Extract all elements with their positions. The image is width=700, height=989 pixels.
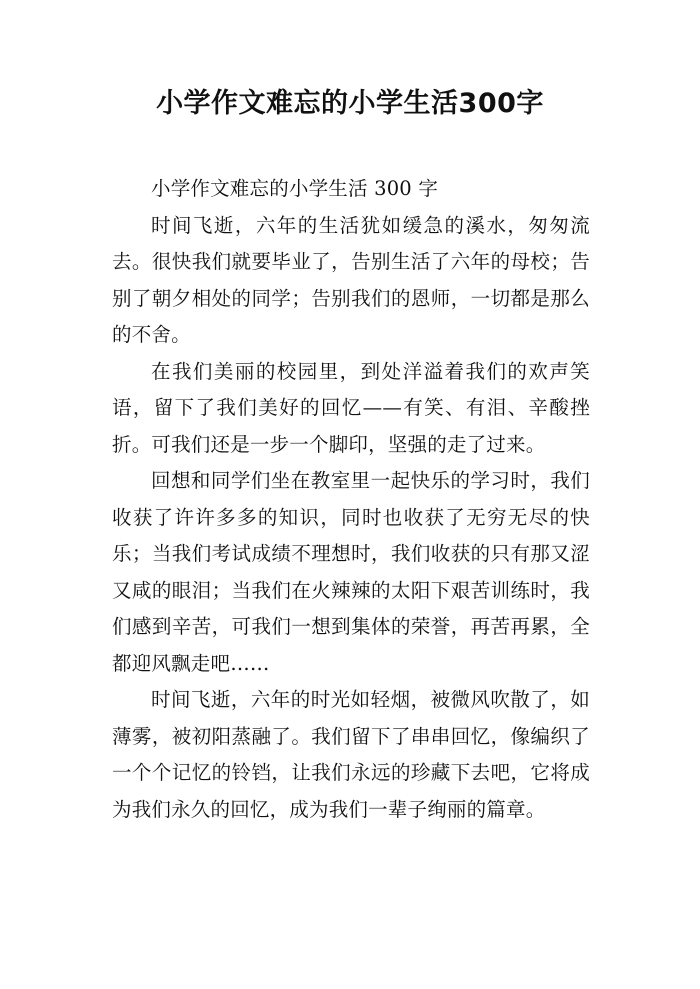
paragraph-4: 时间飞逝，六年的时光如轻烟，被微风吹散了，如薄雾，被初阳蒸融了。我们留下了串串回忆，像编织了一个个记忆的铃铛，让我们永远的珍藏下去吧，它将成为我们永久的回忆，成为我们一辈子绚丽的篇章。	[112, 688, 590, 821]
paragraph-3: 回想和同学们坐在教室里一起快乐的学习时，我们收获了许许多多的知识，同时也收获了无穷无尽的快乐；当我们考试成绩不理想时，我们收获的只有那又涩又咸的眼泪；当我们在火辣辣的太阳下艰苦训练时，我们感到辛苦，可我们一想到集体的荣誉，再苦再累，全都迎风飘走吧……	[112, 469, 590, 675]
paragraph-subtitle: 小学作文难忘的小学生活 300 字	[151, 177, 439, 200]
document-body	[112, 171, 590, 828]
paragraph-2: 在我们美丽的校园里，到处洋溢着我们的欢声笑语，留下了我们美好的回忆——有笑、有泪、辛酸挫折。可我们还是一步一个脚印，坚强的走了过来。	[112, 359, 590, 456]
paragraph-1: 时间飞逝，六年的生活犹如缓急的溪水，匆匆流去。很快我们就要毕业了，告别生活了六年的母校；告别了朝夕相处的同学；告别我们的恩师，一切都是那么的不舍。	[112, 213, 590, 346]
document-title: 小学作文难忘的小学生活300字	[156, 88, 544, 119]
